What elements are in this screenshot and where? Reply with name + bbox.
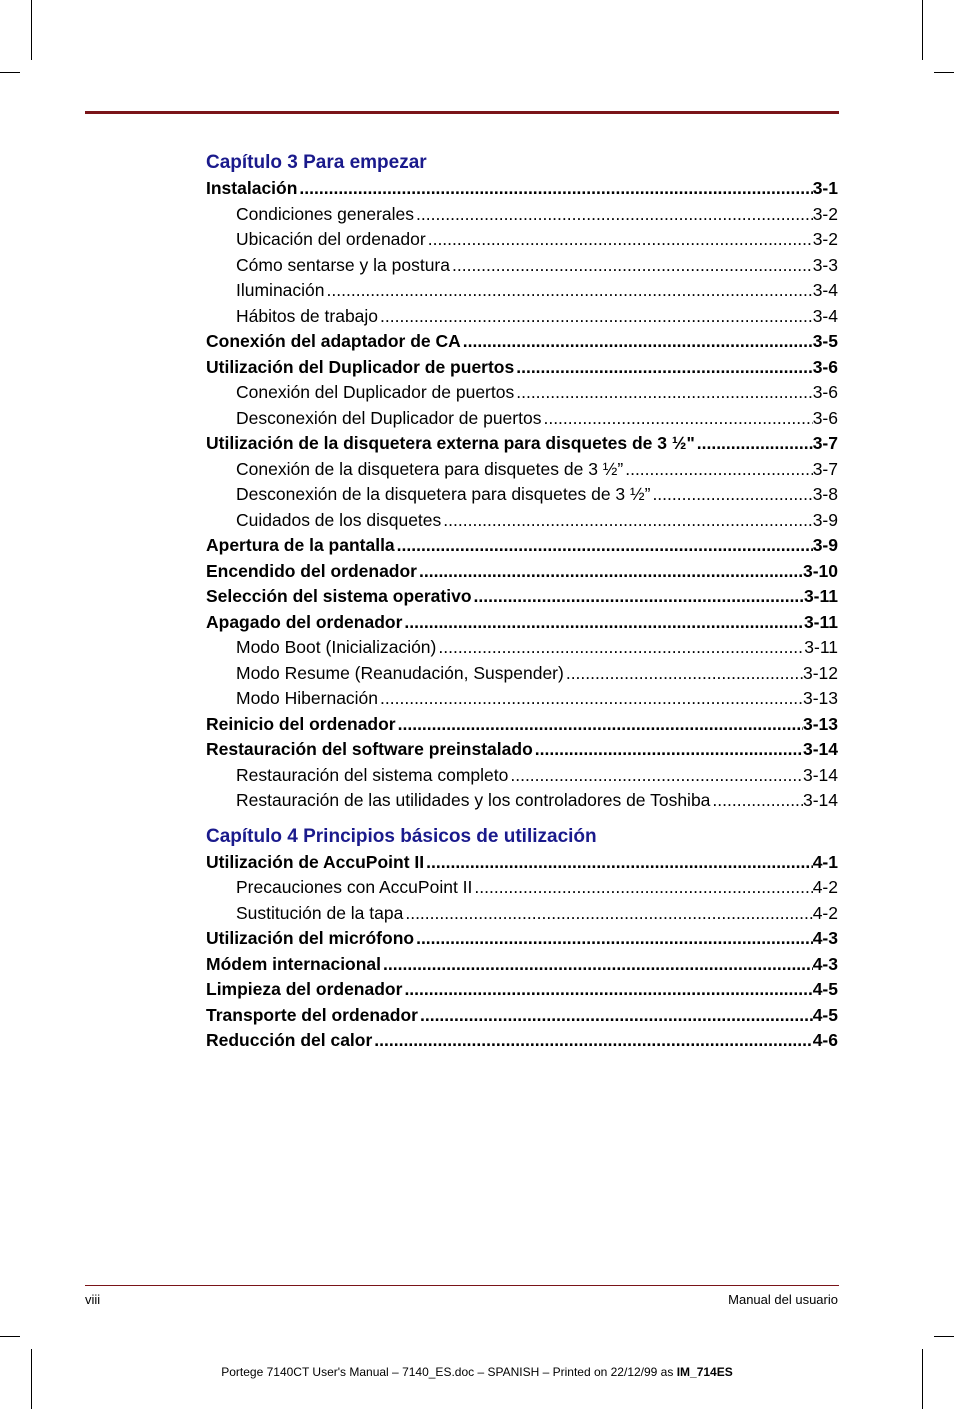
toc-entry-title: Desconexión del Duplicador de puertos xyxy=(236,407,542,428)
toc-section-entry[interactable] xyxy=(206,610,838,636)
dot-leader xyxy=(378,304,813,330)
toc-entry-page: 4-3 xyxy=(812,928,838,948)
toc-entry-page: 3-14 xyxy=(802,739,838,759)
toc-entry-page: 3-11 xyxy=(803,586,838,606)
toc-entry-title: Cuidados de los disquetes xyxy=(236,509,442,530)
toc-entry-title: Cómo sentarse y la postura xyxy=(236,254,450,275)
print-info-code: IM_714ES xyxy=(676,1365,733,1379)
dot-leader xyxy=(424,850,813,876)
toc-entry-title: Modo Boot (Inicialización) xyxy=(236,637,437,657)
toc-subsection-entry[interactable] xyxy=(206,202,838,228)
toc-entry-page: 4-3 xyxy=(812,953,838,974)
toc-entry-page: 3-9 xyxy=(812,535,838,555)
dot-leader xyxy=(650,482,812,508)
toc-entry-page: 3-4 xyxy=(812,280,838,300)
toc-section-entry[interactable] xyxy=(206,977,838,1003)
toc-entry-page: 3-11 xyxy=(804,637,838,657)
crop-mark xyxy=(31,1349,32,1409)
toc-entry-page: 4-2 xyxy=(812,877,838,897)
toc-entry-title: Conexión de la disquetera para disquetes de 3 ½” xyxy=(236,458,624,479)
toc-subsection-entry[interactable] xyxy=(206,253,838,279)
footer-rule xyxy=(85,1285,839,1286)
toc-entry-page: 3-1 xyxy=(812,178,838,198)
toc-subsection-entry[interactable] xyxy=(206,875,838,901)
dot-leader xyxy=(325,278,813,304)
dot-leader xyxy=(418,1003,813,1029)
crop-mark xyxy=(922,0,923,60)
toc-entry-page: 4-5 xyxy=(812,1004,838,1025)
dot-leader xyxy=(402,977,812,1003)
table-of-contents xyxy=(206,150,838,1054)
toc-entry-page: 3-14 xyxy=(802,764,838,785)
toc-entry-title: Hábitos de trabajo xyxy=(236,305,379,326)
toc-subsection-entry[interactable] xyxy=(206,482,838,508)
toc-entry-page: 3-13 xyxy=(802,713,838,734)
toc-entry-title: Restauración de las utilidades y los controladores de Toshiba xyxy=(236,790,711,810)
toc-entry-title: Modo Hibernación xyxy=(236,688,379,708)
crop-mark xyxy=(934,72,954,73)
dot-leader xyxy=(297,176,812,202)
toc-section-entry[interactable] xyxy=(206,329,838,355)
toc-entry-page: 3-6 xyxy=(812,407,838,428)
toc-entry-page: 4-5 xyxy=(812,979,838,999)
toc-entry-page: 4-1 xyxy=(812,851,838,872)
dot-leader xyxy=(414,926,813,952)
toc-section-entry[interactable] xyxy=(206,559,838,585)
toc-subsection-entry[interactable] xyxy=(206,686,838,712)
toc-section-entry[interactable] xyxy=(206,431,838,457)
toc-entry-title: Condiciones generales xyxy=(236,203,415,224)
crop-mark xyxy=(31,0,32,60)
chapter-heading: Capítulo 3 Para empezar xyxy=(206,152,427,173)
crop-mark xyxy=(934,1336,954,1337)
toc-entry-title: Restauración del software preinstalado xyxy=(206,739,533,759)
toc-entry-title: Apertura de la pantalla xyxy=(206,535,395,555)
toc-entry-title: Desconexión de la disquetera para disquetes de 3 ½” xyxy=(236,484,651,504)
toc-entry-page: 3-6 xyxy=(812,382,838,402)
toc-subsection-entry[interactable] xyxy=(206,901,838,927)
toc-section-entry[interactable] xyxy=(206,533,838,559)
dot-leader xyxy=(533,737,803,763)
toc-section-entry[interactable] xyxy=(206,952,838,978)
dot-leader xyxy=(396,712,803,738)
dot-leader xyxy=(514,355,812,381)
toc-entry-title: Conexión del Duplicador de puertos xyxy=(236,382,515,402)
dot-leader xyxy=(472,584,804,610)
dot-leader xyxy=(472,875,812,901)
toc-entry-title: Modo Resume (Reanudación, Suspender) xyxy=(236,662,564,683)
toc-entry-title: Encendido del ordenador xyxy=(206,560,417,581)
dot-leader xyxy=(461,329,813,355)
toc-entry-title: Transporte del ordenador xyxy=(206,1004,418,1025)
toc-section-entry[interactable] xyxy=(206,1028,838,1054)
toc-entry-page: 3-9 xyxy=(812,509,838,530)
toc-entry-page: 3-2 xyxy=(812,229,838,249)
chapter-heading: Capítulo 4 Principios básicos de utilización xyxy=(206,825,597,847)
toc-entry-page: 3-6 xyxy=(812,356,838,377)
toc-entry-page: 3-12 xyxy=(802,662,838,683)
dot-leader xyxy=(395,533,813,559)
toc-section-entry[interactable] xyxy=(206,712,838,738)
print-info xyxy=(0,1365,954,1379)
toc-entry-title: Utilización del micrófono xyxy=(206,928,415,948)
toc-section-entry[interactable] xyxy=(206,176,838,202)
toc-entry-title: Conexión del adaptador de CA xyxy=(206,331,461,351)
crop-mark xyxy=(0,72,20,73)
toc-subsection-entry[interactable] xyxy=(206,635,838,661)
toc-subsection-entry[interactable] xyxy=(206,278,838,304)
toc-entry-title: Utilización de AccuPoint II xyxy=(206,851,425,872)
toc-entry-page: 3-7 xyxy=(812,458,838,479)
dot-leader xyxy=(436,635,804,661)
toc-section-entry[interactable] xyxy=(206,850,838,876)
toc-entry-page: 4-2 xyxy=(812,902,838,923)
toc-subsection-entry[interactable] xyxy=(206,380,838,406)
dot-leader xyxy=(514,380,812,406)
toc-entry-page: 3-11 xyxy=(803,611,838,632)
dot-leader xyxy=(508,763,803,789)
crop-mark xyxy=(922,1349,923,1409)
header-rule xyxy=(85,111,839,114)
toc-section-entry[interactable] xyxy=(206,355,838,381)
toc-section-entry[interactable] xyxy=(206,737,838,763)
dot-leader xyxy=(441,508,812,534)
dot-leader xyxy=(378,686,803,712)
toc-entry-page: 3-2 xyxy=(812,203,838,224)
dot-leader xyxy=(623,457,812,483)
dot-leader xyxy=(414,202,813,228)
toc-subsection-entry[interactable] xyxy=(206,763,838,789)
toc-entry-page: 3-7 xyxy=(812,433,838,453)
dot-leader xyxy=(426,227,813,253)
toc-subsection-entry[interactable] xyxy=(206,457,838,483)
toc-subsection-entry[interactable] xyxy=(206,227,838,253)
toc-entry-title: Restauración del sistema completo xyxy=(236,764,509,785)
dot-leader xyxy=(695,431,813,457)
toc-subsection-entry[interactable] xyxy=(206,661,838,687)
toc-entry-title: Apagado del ordenador xyxy=(206,611,403,632)
toc-entry-title: Selección del sistema operativo xyxy=(206,586,472,606)
toc-entry-page: 3-8 xyxy=(812,484,838,504)
toc-entry-title: Iluminación xyxy=(236,280,325,300)
dot-leader xyxy=(450,253,813,279)
dot-leader xyxy=(372,1028,812,1054)
toc-section-entry[interactable] xyxy=(206,584,838,610)
footer-page-number: viii xyxy=(85,1292,101,1307)
toc-entry-title: Reducción del calor xyxy=(206,1030,373,1050)
toc-entry-page: 4-6 xyxy=(812,1030,838,1050)
toc-entry-page: 3-5 xyxy=(812,331,838,351)
toc-entry-title: Precauciones con AccuPoint II xyxy=(236,877,473,897)
dot-leader xyxy=(381,952,813,978)
dot-leader xyxy=(541,406,812,432)
toc-entry-title: Reinicio del ordenador xyxy=(206,713,396,734)
toc-entry-page: 3-3 xyxy=(812,254,838,275)
toc-entry-page: 3-10 xyxy=(802,560,838,581)
toc-entry-title: Instalación xyxy=(206,178,298,198)
toc-subsection-entry[interactable] xyxy=(206,788,838,814)
print-info-text: Portege 7140CT User's Manual – 7140_ES.doc – SPANISH – Printed on 22/12/99 as xyxy=(221,1365,677,1379)
toc-entry-title: Utilización de la disquetera externa para disquetes de 3 ½" xyxy=(206,433,695,453)
toc-entry-title: Utilización del Duplicador de puertos xyxy=(206,356,515,377)
toc-entry-title: Módem internacional xyxy=(206,953,382,974)
footer-manual-title: Manual del usuario xyxy=(728,1292,838,1307)
crop-mark xyxy=(0,1336,20,1337)
dot-leader xyxy=(417,559,803,585)
toc-subsection-entry[interactable] xyxy=(206,508,838,534)
toc-entry-page: 3-4 xyxy=(812,305,838,326)
toc-subsection-entry[interactable] xyxy=(206,304,838,330)
toc-entry-title: Sustitución de la tapa xyxy=(236,902,404,923)
toc-section-entry[interactable] xyxy=(206,1003,838,1029)
toc-entry-title: Limpieza del ordenador xyxy=(206,979,403,999)
dot-leader xyxy=(402,610,804,636)
toc-entry-page: 3-13 xyxy=(802,688,838,708)
dot-leader xyxy=(564,661,803,687)
dot-leader xyxy=(403,901,812,927)
toc-subsection-entry[interactable] xyxy=(206,406,838,432)
dot-leader xyxy=(710,788,803,814)
toc-section-entry[interactable] xyxy=(206,926,838,952)
toc-entry-page: 3-14 xyxy=(802,790,838,810)
toc-entry-title: Ubicación del ordenador xyxy=(236,229,426,249)
